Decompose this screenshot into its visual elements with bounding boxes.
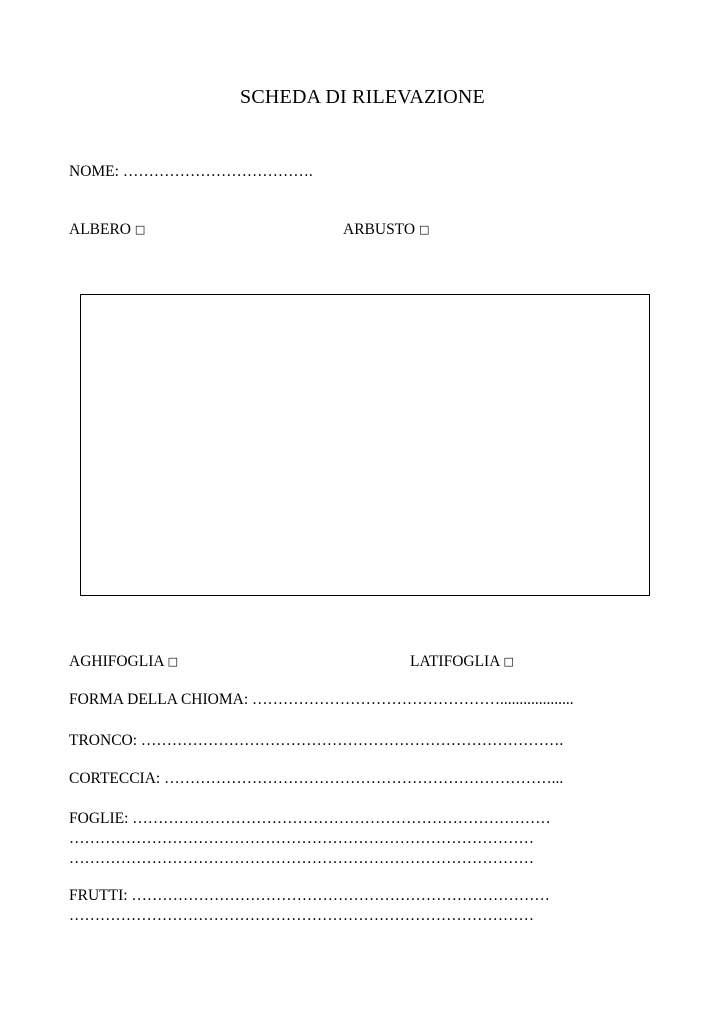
albero-checkbox[interactable]: □ — [134, 223, 146, 236]
albero-label: ALBERO — [69, 221, 131, 238]
forma-chioma-field[interactable]: FORMA DELLA CHIOMA: …………………………………………................... — [69, 691, 574, 708]
aghifoglia-option[interactable] — [69, 653, 178, 671]
foglie-field-line-1[interactable]: FOGLIE: ……………………………………………………………………… — [69, 810, 551, 827]
latifoglia-label: LATIFOGLIA — [410, 653, 500, 670]
latifoglia-option[interactable] — [410, 653, 514, 671]
drawing-box[interactable] — [80, 294, 650, 596]
arbusto-label: ARBUSTO — [343, 221, 416, 238]
corteccia-field[interactable]: CORTECCIA: …………………………………………………………………... — [69, 770, 564, 787]
tronco-field[interactable]: TRONCO: ………………………………………………………………………. — [69, 732, 564, 749]
page-title: SCHEDA DI RILEVAZIONE — [240, 86, 485, 108]
foglie-field-line-3[interactable]: ……………………………………………………………………………… — [69, 850, 534, 867]
arbusto-option[interactable] — [343, 221, 429, 239]
frutti-field-line-1[interactable]: FRUTTI: ……………………………………………………………………… — [69, 887, 550, 904]
foglie-field-line-2[interactable]: ……………………………………………………………………………… — [69, 830, 534, 847]
frutti-field-line-2[interactable]: ……………………………………………………………………………… — [69, 907, 534, 924]
aghifoglia-checkbox[interactable]: □ — [167, 655, 178, 668]
latifoglia-checkbox[interactable]: □ — [503, 655, 514, 668]
arbusto-checkbox[interactable]: □ — [418, 223, 430, 236]
albero-option[interactable] — [69, 221, 145, 239]
nome-field[interactable]: NOME: ………………………………. — [69, 163, 313, 180]
aghifoglia-label: AGHIFOGLIA — [69, 653, 164, 670]
